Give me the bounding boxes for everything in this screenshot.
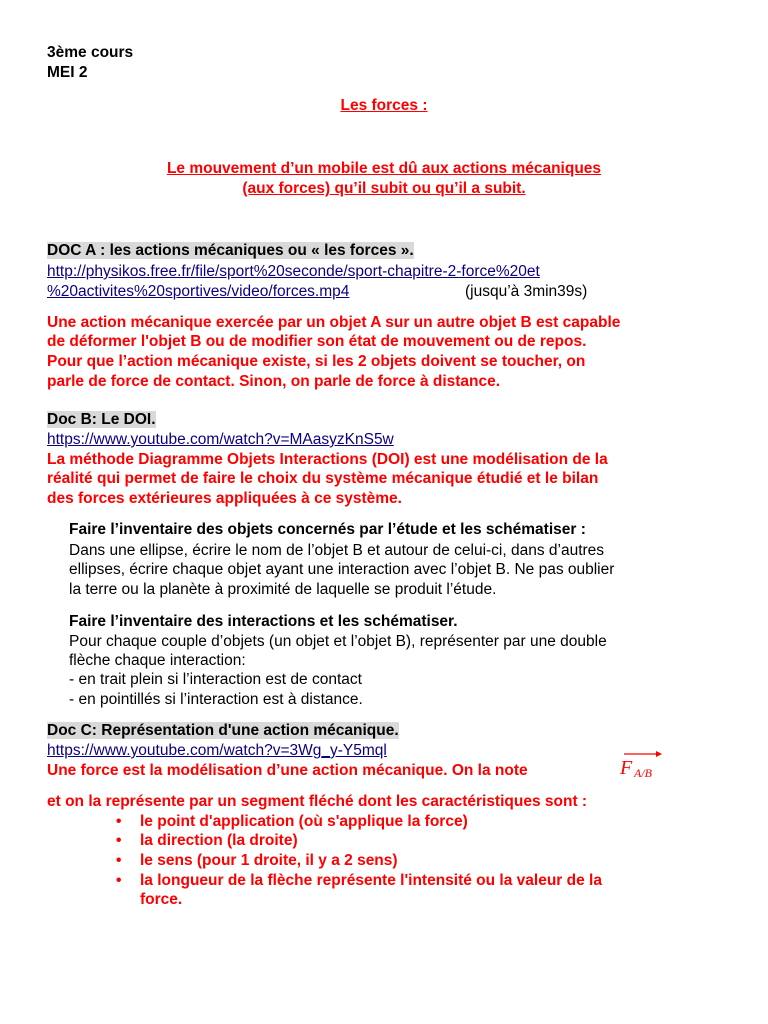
bullet-icon: •: [116, 872, 122, 889]
doc-c-link[interactable]: https://www.youtube.com/watch?v=3Wg_y-Y5mql: [47, 742, 387, 759]
formula-main: F: [620, 757, 633, 779]
doc-b-heading: Doc B: Le DOI.: [47, 411, 156, 428]
doc-b-step1-line: ellipses, écrire chaque objet ayant une interaction avec l’objet B. Ne pas oublier: [69, 561, 615, 578]
doc-a-link-line-2[interactable]: %20activites%20sportives/video/forces.mp4: [47, 283, 350, 300]
bullet-icon: •: [116, 832, 122, 849]
doc-b-link[interactable]: https://www.youtube.com/watch?v=MAasyzKnS5w: [47, 431, 394, 448]
course-label: 3ème cours: [47, 44, 134, 61]
doc-a-text-line: Une action mécanique exercée par un objet A sur un autre objet B est capable: [47, 314, 621, 331]
page-title: Les forces :: [340, 97, 428, 114]
doc-b-text-line: des forces extérieures appliquées à ce système.: [47, 490, 402, 507]
doc-b-step2-line: flèche chaque interaction:: [69, 652, 246, 669]
doc-b-step2-line: - en pointillés si l’interaction est à distance.: [69, 691, 363, 708]
intro-line-2: (aux forces) qu’il subit ou qu’il a subit.: [242, 180, 526, 197]
bullet-icon: •: [116, 852, 122, 869]
bullet-item: le point d'application (où s'applique la force): [140, 813, 468, 830]
force-vector-formula: [606, 750, 676, 784]
bullet-icon: •: [116, 813, 122, 830]
class-label: MEI 2: [47, 64, 88, 81]
bullet-item: la direction (la droite): [140, 832, 298, 849]
doc-b-step1-line: la terre ou la planète à proximité de laquelle se produit l’étude.: [69, 581, 497, 598]
doc-b-text-line: réalité qui permet de faire le choix du système mécanique étudié et le bilan: [47, 470, 599, 487]
formula-subscript: A/B: [634, 766, 652, 780]
doc-b-step1-title: Faire l’inventaire des objets concernés par l’étude et les schématiser :: [69, 521, 586, 538]
doc-c-line-2: et on la représente par un segment fléché dont les caractéristiques sont :: [47, 793, 588, 810]
doc-a-text-line: Pour que l’action mécanique existe, si les 2 objets doivent se toucher, on: [47, 353, 586, 370]
bullet-item: la longueur de la flèche représente l'intensité ou la valeur de la: [140, 872, 602, 889]
doc-c-heading: Doc C: Représentation d'une action mécanique.: [47, 722, 399, 739]
intro-line-1: Le mouvement d’un mobile est dû aux actions mécaniques: [166, 160, 602, 177]
doc-a-link-note: (jusqu’à 3min39s): [465, 283, 588, 300]
bullet-item: le sens (pour 1 droite, il y a 2 sens): [140, 852, 398, 869]
doc-b-step2-line: Pour chaque couple d’objets (un objet et l’objet B), représenter par une double: [69, 633, 607, 650]
bullet-item-continuation: force.: [140, 891, 183, 908]
doc-b-step1-line: Dans une ellipse, écrire le nom de l’objet B et autour de celui-ci, dans d’autres: [69, 542, 605, 559]
doc-b-step2-title: Faire l’inventaire des interactions et les schématiser.: [69, 613, 458, 630]
doc-a-text-line: parle de force de contact. Sinon, on parle de force à distance.: [47, 373, 501, 390]
doc-c-line-1: Une force est la modélisation d’une action mécanique. On la note: [47, 762, 528, 779]
doc-a-link-line-1[interactable]: http://physikos.free.fr/file/sport%20seconde/sport-chapitre-2-force%20et: [47, 263, 540, 280]
vector-arrow-icon: [606, 750, 676, 784]
doc-b-step2-line: - en trait plein si l’interaction est de contact: [69, 671, 362, 688]
doc-b-text-line: La méthode Diagramme Objets Interactions (DOI) est une modélisation de la: [47, 451, 608, 468]
doc-a-text-line: de déformer l'objet B ou de modifier son état de mouvement ou de repos.: [47, 333, 587, 350]
doc-a-heading: DOC A : les actions mécaniques ou « les forces ».: [47, 242, 414, 259]
